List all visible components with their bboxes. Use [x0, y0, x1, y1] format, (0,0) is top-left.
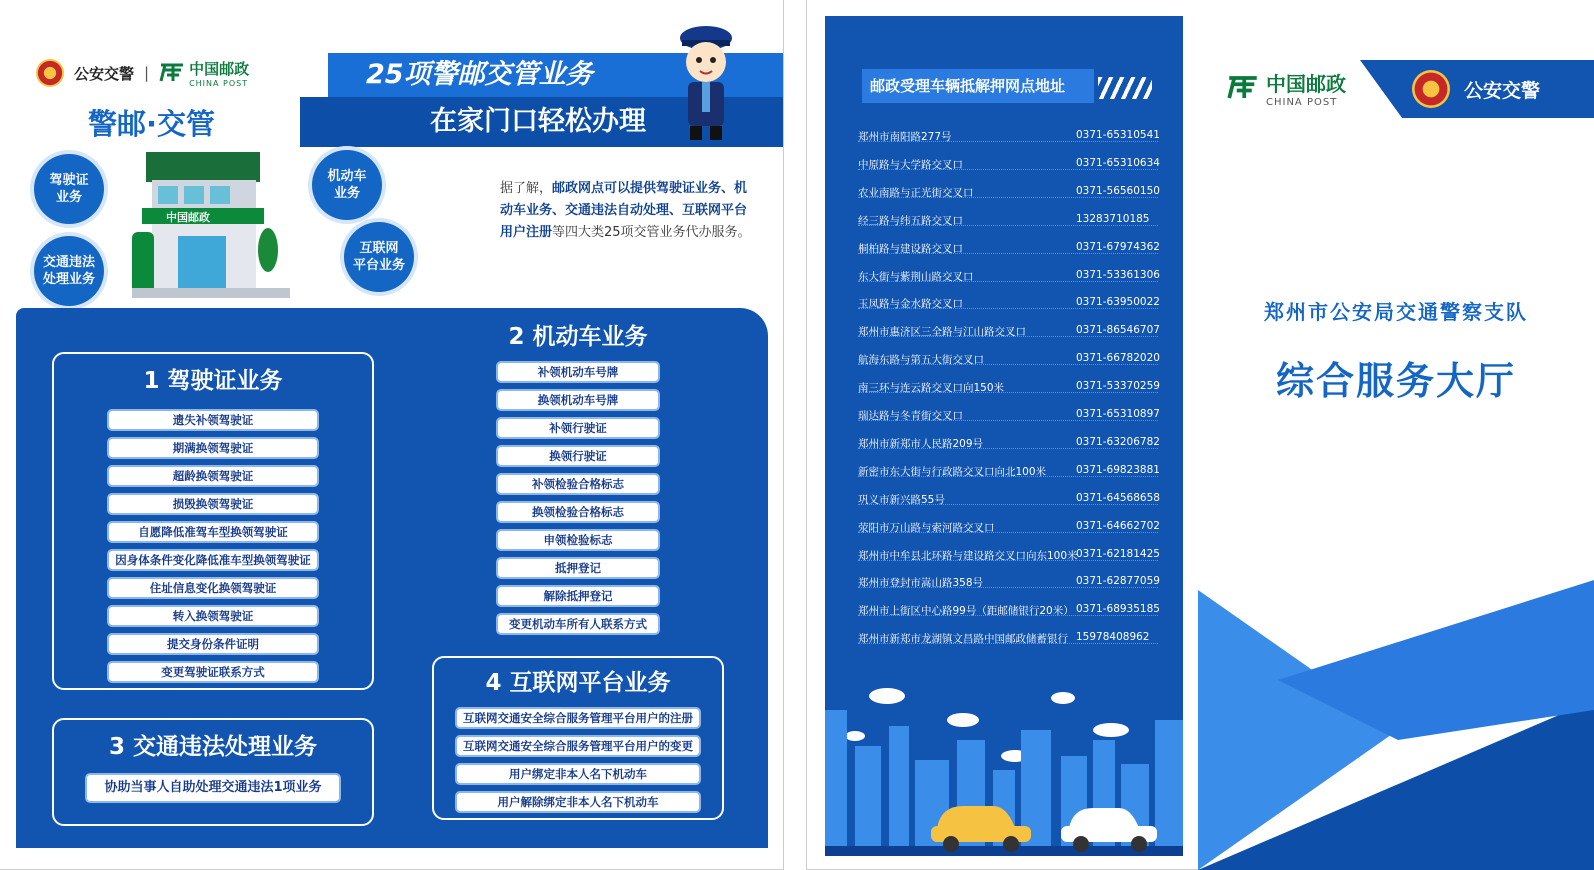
address-row: [858, 241, 1168, 256]
circle-license-label: 驾驶证 业务: [49, 173, 89, 205]
address-row: [858, 157, 1168, 172]
address-phone: 0371-66782020: [1076, 352, 1160, 365]
service-item: 解除抵押登记: [496, 585, 660, 607]
address-row: [858, 380, 1168, 395]
address-row: [858, 185, 1168, 200]
service-item: 用户绑定非本人名下机动车: [455, 763, 701, 785]
address-phone: 0371-86546707: [1076, 324, 1160, 337]
address-phone: 0371-69823881: [1076, 463, 1160, 476]
service-item: 自愿降低准驾车型换领驾驶证: [107, 521, 319, 543]
dotted-rule: [858, 197, 1158, 198]
address-row: [858, 296, 1168, 311]
divider: |: [144, 64, 150, 82]
circle-vehicle: [312, 150, 382, 220]
address-text: 郑州市上街区中心路99号（距邮储银行20米）: [858, 605, 1074, 618]
address-text: 中原路与大学路交叉口: [858, 158, 963, 171]
address-phone: 0371-63206782: [1076, 435, 1160, 448]
address-phone: 0371-63950022: [1076, 296, 1160, 309]
address-phone: 13283710185: [1076, 212, 1150, 225]
police-logo-text: 公安交警: [74, 64, 135, 83]
address-row: [858, 352, 1168, 367]
address-text: 瑞达路与冬青街交叉口: [858, 410, 963, 422]
address-phone: 0371-53370259: [1076, 380, 1160, 393]
city-skyline-icon: [825, 660, 1183, 856]
cover-page: [1198, 0, 1594, 870]
address-phone: 0371-64568658: [1076, 491, 1160, 504]
service-item: 换领机动车号牌: [496, 389, 660, 411]
service-item: 抵押登记: [496, 557, 660, 579]
address-phone: 0371-62877059: [1076, 575, 1160, 588]
section-violation: [52, 718, 374, 826]
subtitle: 警邮·交管: [88, 107, 216, 141]
circle-violation-label: 交通违法 处理业务: [42, 255, 95, 287]
service-item: 因身体条件变化降低准车型换领驾驶证: [107, 549, 319, 571]
service-item: 用户解除绑定非本人名下机动车: [455, 791, 701, 813]
section-vehicle: [496, 318, 660, 641]
address-header: 邮政受理车辆抵解押网点地址: [862, 69, 1094, 103]
section-license-list: [54, 409, 372, 683]
service-item: 互联网交通安全综合服务管理平台用户的变更: [455, 735, 701, 757]
post-logo-cn: 中国邮政: [189, 60, 250, 78]
address-row: [858, 520, 1168, 535]
address-row: [858, 408, 1168, 423]
circle-internet-label: 互联网 平台业务: [352, 241, 405, 273]
intro-paragraph: [500, 178, 755, 244]
dotted-rule: [858, 643, 1158, 644]
intro-prefix: 据了解，: [500, 181, 553, 196]
cover-police-logo: [1412, 70, 1540, 108]
dotted-rule: [858, 420, 1158, 421]
banner-line-2: 在家门口轻松办理: [300, 97, 784, 147]
address-text: 郑州市新郑市人民路209号: [858, 437, 984, 450]
address-phone: 0371-67974362: [1076, 240, 1160, 253]
address-row: [858, 213, 1168, 228]
section-internet-list: [434, 707, 722, 813]
section-license: [52, 352, 374, 690]
circle-internet: [344, 222, 414, 292]
address-phone: 0371-62181425: [1076, 547, 1160, 560]
service-item: 提交身份条件证明: [107, 633, 319, 655]
address-text: 新密市东大街与行政路交叉口向北100米: [858, 465, 1047, 478]
address-text: 农业南路与正光街交叉口: [858, 186, 974, 199]
dotted-rule: [858, 476, 1158, 477]
section-vehicle-title: 2 机动车业务: [508, 324, 648, 350]
dotted-rule: [858, 336, 1158, 337]
service-item: 换领检验合格标志: [496, 501, 660, 523]
police-emblem-icon: [36, 59, 64, 87]
address-phone: 0371-65310634: [1076, 156, 1160, 169]
address-text: 郑州市中牟县北环路与建设路交叉口向东100米: [858, 549, 1078, 562]
address-row: [858, 436, 1168, 451]
dotted-rule: [858, 560, 1158, 561]
service-item: 期满换领驾驶证: [107, 437, 319, 459]
cover-police-text: 公安交警: [1464, 79, 1541, 102]
address-text: 郑州市新郑市龙湖镇文昌路中国邮政储蓄银行: [858, 633, 1068, 646]
address-row: [858, 464, 1168, 479]
dotted-rule: [858, 448, 1158, 449]
address-row: [858, 603, 1168, 618]
circle-license: [34, 154, 104, 224]
dotted-rule: [858, 308, 1158, 309]
service-item: 损毁换领驾驶证: [107, 493, 319, 515]
dotted-rule: [858, 225, 1158, 226]
service-item: 申领检验标志: [496, 529, 660, 551]
address-text: 桐柏路与建设路交叉口: [858, 242, 963, 255]
address-row: [858, 492, 1168, 507]
cover-post-logo: [1226, 68, 1346, 108]
dotted-rule: [858, 364, 1158, 365]
china-post-icon: [159, 61, 185, 85]
dotted-rule: [858, 587, 1158, 588]
intro-suffix: 等四大类25项交管业务代办服务。: [552, 225, 751, 240]
address-text: 经三路与纬五路交叉口: [858, 214, 963, 227]
service-item: 变更驾驶证联系方式: [107, 661, 319, 683]
cover-hall-title: 综合服务大厅: [1275, 359, 1516, 403]
address-row: [858, 631, 1168, 646]
section-license-title: 1 驾驶证业务: [143, 368, 283, 394]
logo-row: [36, 58, 249, 88]
dotted-rule: [858, 615, 1158, 616]
service-item: 超龄换领驾驶证: [107, 465, 319, 487]
cover-post-cn: 中国邮政: [1266, 72, 1346, 96]
cover-unit-name: 郑州市公安局交通警察支队: [1264, 300, 1528, 324]
dotted-rule: [858, 253, 1158, 254]
address-text: 郑州市南阳路277号: [858, 131, 952, 143]
dotted-rule: [858, 504, 1158, 505]
address-text: 巩义市新兴路55号: [858, 493, 945, 506]
dotted-rule: [858, 392, 1158, 393]
cover-geometric-decoration: [1198, 580, 1594, 870]
dotted-rule: [858, 141, 1158, 142]
post-logo-en: CHINA POST: [189, 79, 249, 88]
address-row: [858, 129, 1168, 144]
service-item: 换领行驶证: [496, 445, 660, 467]
address-row: [858, 575, 1168, 590]
section-internet-title: 4 互联网平台业务: [485, 670, 671, 696]
dotted-rule: [858, 281, 1158, 282]
address-text: 南三环与连云路交叉口向150米: [858, 382, 1005, 395]
dotted-rule: [858, 169, 1158, 170]
section-violation-title: 3 交通违法处理业务: [108, 734, 317, 760]
service-item: 补领检验合格标志: [496, 473, 660, 495]
address-text: 东大街与紫荆山路交叉口: [858, 270, 974, 283]
china-post-logo: [159, 58, 249, 88]
police-mascot-icon: [676, 22, 736, 142]
address-phone: 0371-53361306: [1076, 268, 1160, 281]
address-phone: 15978408962: [1076, 631, 1150, 644]
service-item: 住址信息变化换领驾驶证: [107, 577, 319, 599]
address-text: 航海东路与第五大街交叉口: [858, 354, 984, 367]
service-item: 转入换领驾驶证: [107, 605, 319, 627]
address-text: 郑州市登封市嵩山路358号: [858, 577, 984, 590]
service-item: 变更机动车所有人联系方式: [496, 613, 660, 635]
address-row: [858, 269, 1168, 284]
service-item: 补领行驶证: [496, 417, 660, 439]
cover-police-emblem-icon: [1412, 70, 1450, 108]
post-office-building-icon: [132, 150, 292, 300]
service-item: 遗失补领驾驶证: [107, 409, 319, 431]
address-text: 荥阳市万山路与索河路交叉口: [858, 521, 995, 534]
address-phone: 0371-65310541: [1076, 129, 1160, 141]
service-item: 互联网交通安全综合服务管理平台用户的注册: [455, 707, 701, 729]
address-phone: 0371-68935185: [1076, 603, 1160, 616]
cover-china-post-icon: [1226, 73, 1260, 103]
cover-post-en: CHINA POST: [1266, 97, 1338, 108]
address-text: 玉凤路与金水路交叉口: [858, 298, 963, 311]
section-vehicle-list: [496, 361, 660, 635]
header-stripes: [1098, 77, 1152, 99]
address-phone: 0371-64662702: [1076, 519, 1160, 532]
left-flyer-panel: [0, 0, 784, 870]
section-internet: [432, 656, 724, 820]
banner-line-1: 25项警邮交管业务: [328, 53, 784, 97]
circle-violation: [34, 236, 104, 306]
address-phone: 0371-56560150: [1076, 184, 1160, 197]
address-row: [858, 548, 1168, 563]
service-item: 补领机动车号牌: [496, 361, 660, 383]
address-row: [858, 324, 1168, 339]
building-sign: 中国邮政: [166, 211, 210, 224]
address-phone: 0371-65310897: [1076, 408, 1160, 420]
address-text: 郑州市惠济区三全路与江山路交叉口: [858, 326, 1026, 339]
violation-item: 协助当事人自助处理交通违法1项业务: [85, 773, 341, 803]
circle-vehicle-label: 机动车 业务: [327, 169, 367, 201]
dotted-rule: [858, 532, 1158, 533]
intro-bold: 邮政网点可以提供驾驶证业务、机动车业务、交通违法自动处理、互联网平台用户注册: [500, 181, 748, 240]
